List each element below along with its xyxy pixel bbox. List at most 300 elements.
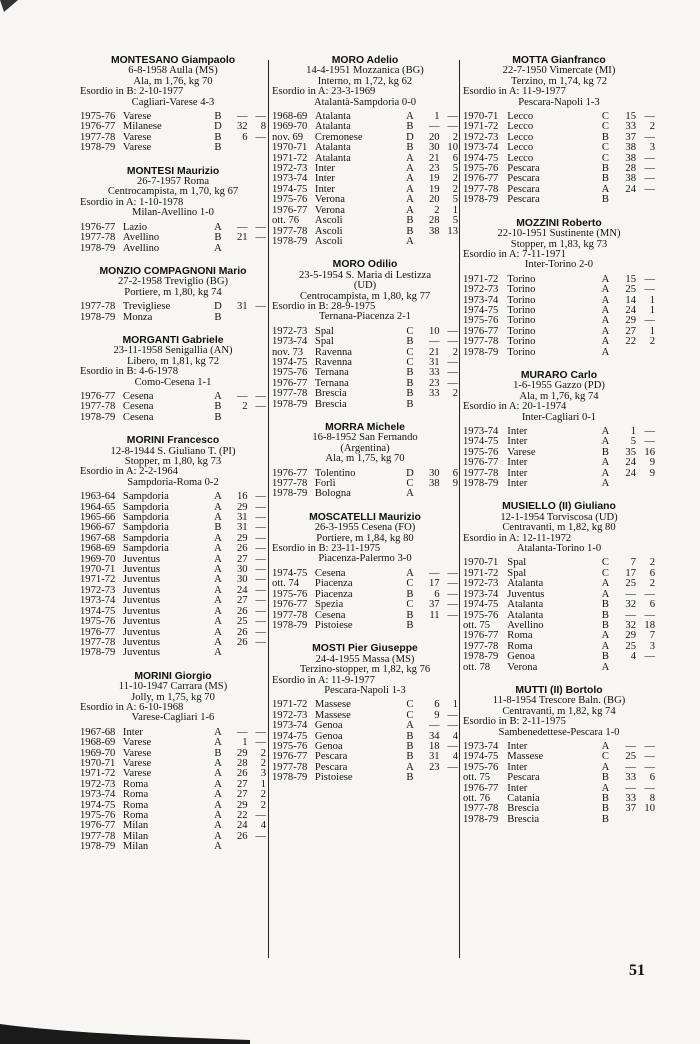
season-team: Genoa (314, 740, 343, 752)
season-team: Pescara (507, 173, 540, 185)
season-year: 1968-69 (80, 737, 116, 749)
season-apps (225, 313, 247, 323)
season-table (463, 112, 655, 206)
season-year: 1977-78 (463, 183, 499, 195)
season-team: Juventus (122, 564, 160, 576)
player-bio-line: 6-8-1958 Aulla (MS) (128, 65, 218, 77)
season-team: Varese (122, 142, 152, 154)
season-team: Varese (122, 131, 152, 143)
season-goals: — (447, 740, 458, 752)
debut-match: Pescara-Napoli 1-3 (324, 684, 406, 696)
season-team: Ascoli (314, 235, 343, 247)
season-goals: 18 (644, 619, 655, 631)
season-goals (440, 773, 458, 783)
season-year: 1968-69 (272, 111, 308, 123)
season-goals (248, 842, 266, 852)
season-team: Milan (122, 830, 149, 842)
season-goals (440, 489, 458, 499)
season-goals: — (644, 315, 655, 327)
season-apps: 38 (625, 142, 636, 154)
season-goals: — (447, 367, 458, 379)
season-year: 1975-76 (80, 810, 116, 821)
season-apps: 30 (428, 142, 440, 154)
season-apps: 1 (242, 737, 248, 749)
player-bio-line: Centravanti, m 1,82, kg 74 (502, 705, 616, 717)
season-division: A (601, 346, 610, 358)
season-apps (417, 489, 439, 499)
season-year: 1971-72 (272, 699, 308, 711)
season-goals: — (255, 626, 266, 638)
season-division: A (601, 426, 610, 437)
season-goals (248, 413, 266, 423)
debut-match: Varese-Cagliari 1-6 (131, 712, 215, 724)
season-apps: — (625, 740, 636, 752)
season-team: Spal (314, 336, 334, 348)
season-year: 1970-71 (272, 142, 308, 154)
season-goals: — (255, 574, 266, 586)
season-division: A (601, 183, 610, 195)
season-apps (613, 663, 636, 673)
season-team: Roma (122, 810, 149, 821)
season-apps: 31 (236, 301, 248, 313)
season-year: 1976-77 (463, 325, 499, 337)
season-apps: 2 (434, 204, 440, 216)
season-apps: 27 (236, 789, 248, 801)
season-team: Sampdoria (122, 532, 169, 544)
season-team: Genoa (314, 730, 343, 742)
column-2 (272, 56, 458, 797)
season-division: A (406, 152, 414, 164)
season-goals: — (255, 532, 266, 544)
player-bio-line: 23-5-1954 S. Maria di Lestizza (298, 269, 432, 281)
season-apps: — (428, 336, 440, 348)
season-team: Varese (122, 757, 152, 769)
season-year: 1973-74 (272, 336, 308, 348)
player-bio-line: Centravanti, m 1,82, kg 80 (502, 522, 616, 534)
season-division: A (601, 478, 610, 490)
season-apps (613, 195, 636, 205)
season-team: Atalanta (314, 142, 351, 154)
season-division: B (601, 619, 609, 631)
season-goals (440, 621, 458, 631)
season-team: Cesena (122, 411, 154, 423)
debut-line: Esordio in B: 4-6-1978 (80, 366, 178, 378)
season-year: 1977-78 (80, 232, 116, 244)
season-team: Brescia (314, 398, 347, 410)
season-apps: 35 (625, 446, 636, 458)
season-apps (225, 842, 247, 852)
season-apps: 23 (428, 377, 440, 389)
season-apps: — (625, 782, 636, 794)
season-goals: 2 (649, 557, 655, 569)
season-division: A (214, 564, 222, 576)
season-goals (636, 663, 655, 673)
season-division: A (601, 457, 610, 469)
season-goals: 2 (260, 799, 266, 811)
player-bio-line: 11-10-1947 Carrara (MS) (118, 681, 228, 693)
season-team: Pescara (507, 183, 540, 195)
season-row (463, 337, 655, 347)
season-goals: 1 (452, 204, 458, 216)
player-bio-line: (Argentina) (340, 442, 390, 454)
season-goals: 4 (452, 751, 458, 763)
season-team: Avellino (507, 619, 544, 631)
player-name: MORRA Michele (325, 422, 405, 433)
season-apps: 29 (625, 630, 636, 642)
season-division: B (601, 772, 609, 784)
season-year: nov. 73 (272, 346, 304, 358)
player-bio-line: Stopper, m 1,80, kg 73 (124, 456, 222, 467)
season-team: Milanese (122, 121, 162, 133)
season-team: Atalanta (314, 111, 351, 123)
season-team: Pistoiese (314, 619, 353, 631)
season-division: B (601, 194, 609, 206)
debut-match: Atalantà-Sampdoria 0-0 (313, 96, 417, 108)
season-goals: — (447, 599, 458, 611)
season-year: 1978-79 (272, 619, 308, 631)
player-name: MORINI Giorgio (134, 670, 212, 682)
season-team: Juventus (122, 574, 160, 586)
season-goals: — (644, 111, 655, 123)
player-name: MUTTI (II) Bortolo (515, 684, 603, 696)
player-header (80, 672, 266, 724)
season-year: 1978-79 (80, 242, 116, 254)
season-goals: — (644, 651, 655, 663)
season-division: C (601, 142, 609, 154)
season-goals (248, 313, 266, 323)
season-division: B (601, 163, 609, 175)
season-team: Atalanta (507, 578, 544, 590)
season-goals: — (255, 512, 266, 524)
season-goals: — (447, 609, 458, 621)
season-team: Piacenza (314, 578, 353, 590)
season-team: Ascoli (314, 215, 343, 227)
season-row (80, 842, 266, 852)
season-team: Varese (122, 737, 152, 749)
season-team: Brescia (314, 388, 347, 400)
season-apps: 24 (625, 304, 636, 316)
season-goals: — (255, 553, 266, 565)
season-goals: 4 (452, 730, 458, 742)
player-bio-line: Terzino-stopper, m 1,82, kg 76 (299, 664, 431, 676)
season-row (80, 313, 266, 323)
season-goals: 9 (649, 457, 655, 469)
season-team: Atalanta (314, 121, 351, 133)
season-year: 1976-77 (272, 467, 308, 479)
season-apps (225, 143, 247, 153)
season-year: 1977-78 (463, 467, 499, 479)
season-goals: — (255, 491, 266, 503)
season-apps (613, 479, 636, 489)
season-goals: — (447, 720, 458, 732)
player-bio-line: Ala, m 1,76, kg 74 (519, 390, 599, 402)
season-goals: 6 (649, 599, 655, 611)
season-division: A (214, 647, 222, 659)
season-year: 1978-79 (272, 488, 308, 500)
season-apps (225, 413, 247, 423)
season-goals: 2 (260, 789, 266, 801)
player-bio-line: Libero, m 1,81, kg 72 (126, 355, 220, 367)
season-division: B (406, 398, 414, 410)
season-year: 1965-66 (80, 512, 116, 524)
player-header (463, 686, 655, 738)
column-3 (463, 56, 655, 838)
season-year: 1971-72 (80, 768, 116, 780)
season-apps: 33 (625, 793, 636, 804)
season-row (80, 244, 266, 254)
season-apps: 33 (625, 121, 636, 133)
season-division: A (214, 636, 222, 648)
player-name: MOSCATELLI Maurizio (309, 511, 421, 523)
player-entry (80, 267, 266, 323)
season-apps: 9 (434, 709, 440, 721)
player-name: MORINI Francesco (126, 435, 220, 447)
season-goals: 5 (452, 215, 458, 227)
season-team: Lecco (507, 131, 534, 143)
debut-match: Cagliari-Varese 4-3 (131, 96, 215, 108)
season-division: A (214, 553, 222, 565)
season-division: B (214, 411, 222, 423)
season-table (80, 223, 266, 254)
debut-line: Esordio in B: 2-11-1975 (463, 716, 566, 728)
season-year: 1974-75 (80, 605, 116, 617)
season-division: A (214, 605, 222, 617)
season-year: 1969-70 (80, 747, 116, 759)
season-year: 1973-74 (463, 142, 499, 154)
debut-match: Pescara-Napoli 1-3 (518, 96, 600, 108)
season-table (463, 427, 655, 489)
season-apps: 11 (429, 609, 440, 621)
season-year: ott. 75 (463, 772, 491, 784)
season-year: 1976-77 (463, 457, 499, 469)
season-year: ott. 75 (463, 619, 491, 631)
season-division: A (601, 578, 610, 590)
season-goals: — (255, 221, 266, 233)
player-name: MURARO Carlo (520, 369, 598, 381)
season-apps: 31 (428, 356, 440, 368)
player-name: MONZIO COMPAGNONI Mario (99, 265, 247, 277)
season-goals: 2 (649, 336, 655, 348)
season-row (80, 648, 266, 658)
season-division: C (406, 578, 414, 590)
season-team: Sampdoria (122, 522, 169, 534)
season-goals: — (447, 121, 458, 133)
player-name: MORO Adelio (331, 55, 399, 66)
season-apps: 26 (236, 605, 248, 617)
season-year: 1978-79 (80, 411, 116, 423)
season-year: 1974-75 (463, 751, 499, 763)
season-goals: — (255, 810, 266, 821)
season-apps: 38 (625, 152, 636, 164)
season-division: B (406, 121, 414, 133)
season-goals: 6 (649, 772, 655, 784)
season-year: 1976-77 (80, 121, 116, 133)
season-apps: 29 (236, 532, 248, 544)
season-team: Inter (507, 740, 528, 752)
season-division: B (601, 793, 609, 804)
season-goals: — (255, 232, 266, 244)
season-year: 1972-73 (80, 584, 116, 596)
season-apps: 17 (428, 578, 440, 590)
season-goals: — (644, 426, 655, 437)
season-table (80, 302, 266, 323)
season-apps: — (428, 121, 440, 133)
debut-line: Esordio in B: 23-11-1975 (272, 543, 381, 555)
season-team: Juventus (122, 647, 160, 659)
season-team: Juventus (122, 626, 160, 638)
debut-line: Esordio in A: 7-11-1971 (463, 248, 566, 260)
season-year: 1973-74 (463, 426, 499, 437)
season-division: A (601, 467, 610, 479)
season-division: A (601, 640, 610, 652)
season-goals: — (255, 501, 266, 513)
season-division: A (214, 584, 222, 596)
season-team: Roma (507, 630, 533, 642)
season-team: Inter (507, 426, 528, 437)
season-year: 1976-77 (80, 390, 116, 402)
season-table (80, 392, 266, 423)
season-year: 1977-78 (80, 131, 116, 143)
season-division: B (406, 772, 414, 784)
season-goals (636, 479, 655, 489)
season-apps: 29 (236, 799, 248, 811)
player-bio-line: 12-1-1954 Torviscosa (UD) (500, 511, 618, 523)
season-year: 1973-74 (272, 720, 308, 732)
season-division: A (406, 194, 414, 206)
season-division: B (601, 803, 609, 815)
season-apps: 10 (428, 325, 440, 337)
season-team: Torino (507, 294, 536, 306)
season-year: 1976-77 (463, 630, 499, 642)
player-header (272, 56, 458, 108)
season-apps: 20 (428, 131, 440, 143)
season-row (272, 621, 458, 631)
season-year: 1977-78 (80, 636, 116, 648)
season-team: Bologna (314, 488, 351, 500)
season-division: B (406, 225, 414, 237)
season-year: 1974-75 (463, 599, 499, 611)
season-division: A (214, 543, 222, 555)
season-division: C (601, 152, 609, 164)
season-year: ott. 74 (272, 578, 300, 590)
season-year: 1978-79 (272, 772, 308, 784)
season-division: A (214, 799, 222, 811)
season-year: 1976-77 (272, 599, 308, 611)
season-year: 1974-75 (463, 152, 499, 164)
season-year: 1969-70 (272, 121, 308, 133)
season-apps: — (428, 567, 440, 579)
season-year: 1976-77 (272, 377, 308, 389)
season-division: A (601, 315, 610, 327)
season-goals: — (447, 336, 458, 348)
season-apps: 16 (236, 491, 248, 503)
season-year: 1976-77 (80, 626, 116, 638)
season-division: A (214, 616, 222, 628)
season-year: 1974-75 (463, 304, 499, 316)
season-apps (417, 237, 439, 247)
season-division: B (601, 813, 609, 825)
season-team: Inter (507, 457, 528, 469)
player-header (272, 513, 458, 565)
season-division: A (214, 778, 222, 790)
season-goals: — (644, 588, 655, 600)
season-row (272, 337, 458, 347)
player-name: MORGANTI Gabriele (122, 334, 224, 346)
season-team: Pescara (314, 761, 348, 773)
season-apps: 4 (630, 651, 636, 663)
season-apps (417, 400, 439, 410)
season-team: Roma (122, 799, 149, 811)
player-header (463, 371, 655, 423)
season-apps: 24 (236, 584, 248, 596)
season-year: 1973-74 (463, 294, 499, 306)
season-apps: 32 (625, 599, 636, 611)
season-row (272, 721, 458, 731)
season-goals: — (644, 782, 655, 794)
season-team: Juventus (122, 636, 160, 648)
player-bio-line: Portiere, m 1,84, kg 80 (316, 532, 414, 544)
season-goals: 1 (452, 699, 458, 711)
season-division: B (406, 609, 414, 621)
season-year: 1973-74 (80, 595, 116, 607)
debut-line: Esordio in A: 11-9-1977 (272, 674, 375, 686)
season-team: Lecco (507, 152, 534, 164)
season-goals (440, 237, 458, 247)
season-team: Forlì (314, 478, 336, 490)
player-entry (272, 423, 458, 500)
player-header (272, 644, 458, 696)
season-division: A (406, 235, 414, 247)
season-apps: 26 (236, 768, 248, 780)
season-division: A (214, 221, 222, 233)
season-team: Massese (507, 751, 544, 763)
season-goals: 2 (260, 757, 266, 769)
season-year: 1977-78 (272, 609, 308, 621)
season-division: A (214, 757, 222, 769)
season-apps: 21 (428, 152, 440, 164)
season-division: B (601, 446, 609, 458)
season-year: 1974-75 (272, 356, 308, 368)
season-year: 1977-78 (80, 301, 116, 313)
season-apps: 24 (625, 183, 636, 195)
season-goals: 9 (649, 467, 655, 479)
season-team: Milan (122, 841, 149, 853)
season-year: 1963-64 (80, 491, 116, 503)
player-name: MOZZINI Roberto (516, 217, 602, 229)
season-division: B (214, 111, 222, 123)
season-goals: — (255, 390, 266, 402)
season-year: 1977-78 (272, 388, 308, 400)
season-goals: 1 (649, 304, 655, 316)
season-goals: — (255, 131, 266, 143)
season-division: A (214, 820, 222, 832)
season-team: Juventus (122, 616, 160, 628)
season-apps: 22 (625, 336, 636, 348)
season-goals: — (255, 564, 266, 576)
season-year: 1968-69 (80, 543, 116, 555)
season-year: 1972-73 (463, 284, 499, 296)
debut-match: Ternana-Piacenza 2-1 (319, 311, 411, 323)
season-division: C (406, 356, 414, 368)
season-team: Spal (314, 325, 334, 337)
player-entry (80, 436, 266, 659)
season-apps: 19 (428, 183, 440, 195)
player-bio-line: (UD) (353, 280, 377, 292)
season-year: 1977-78 (272, 225, 308, 237)
season-division: A (406, 761, 414, 773)
season-year: 1975-76 (463, 609, 499, 621)
season-table (272, 327, 458, 410)
